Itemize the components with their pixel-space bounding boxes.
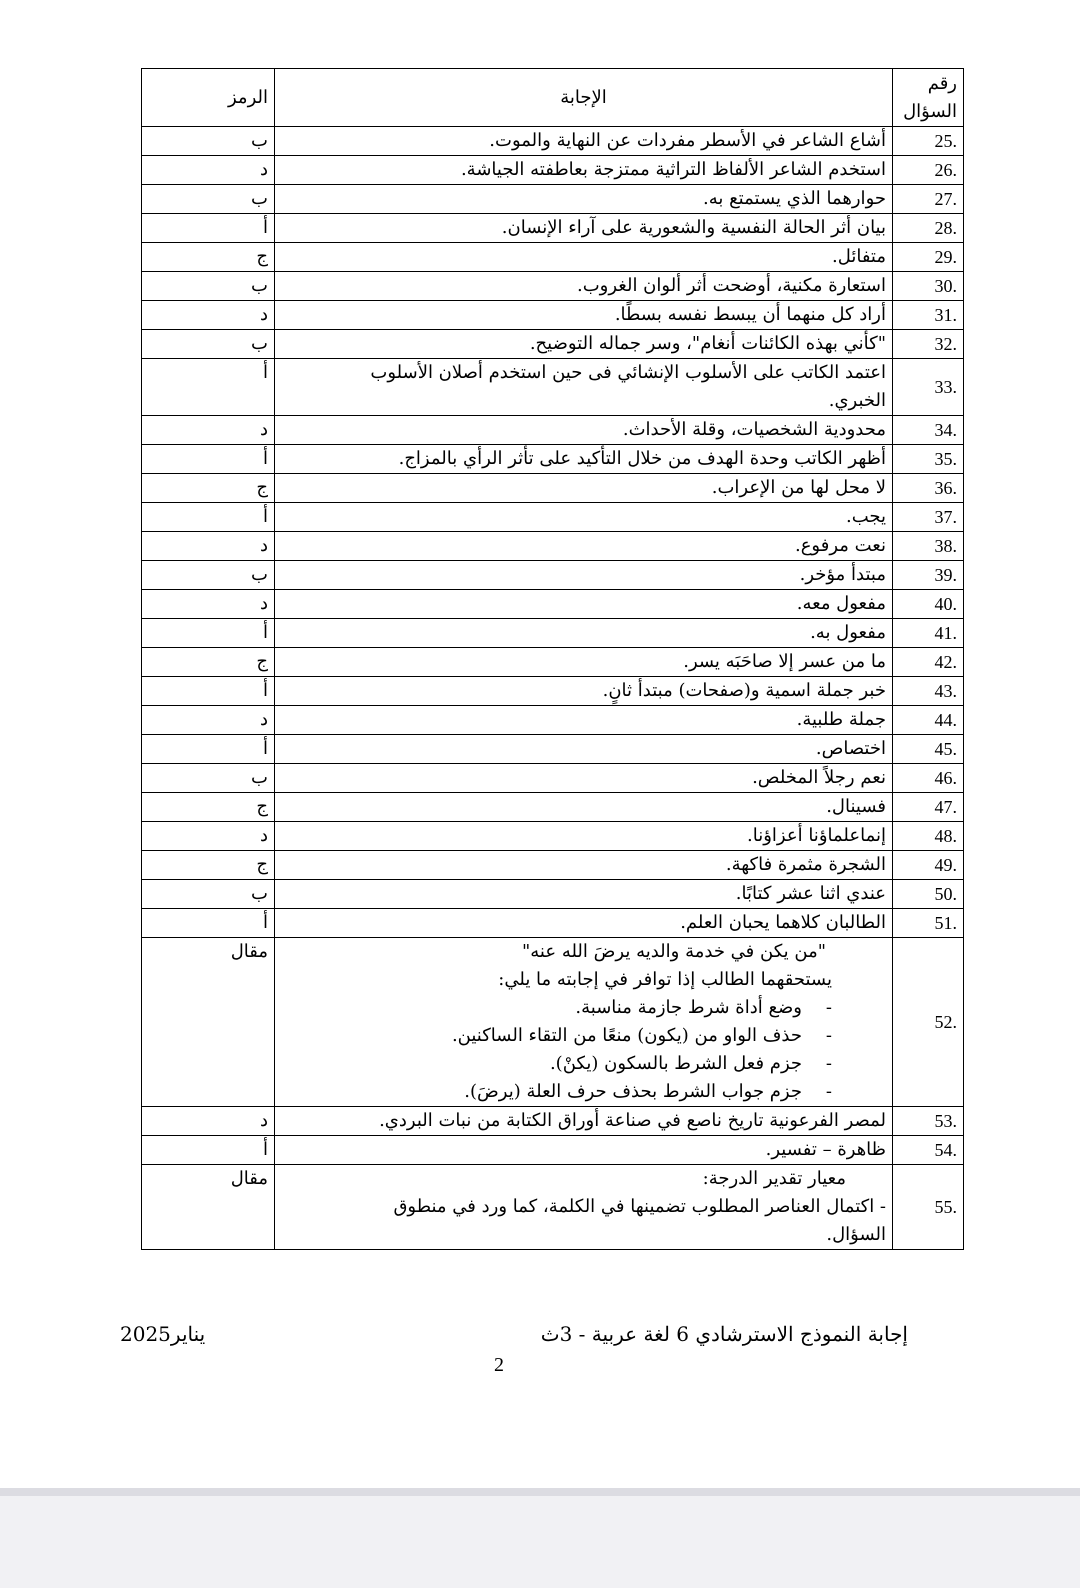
answers-table [141,68,964,1250]
question-number: 37. [893,503,964,532]
table-row [142,301,964,330]
table-row [142,619,964,648]
footer-title: إجابة النموذج الاسترشادي 6 لغة عربية - 3ث [540,1322,908,1346]
question-number: 41. [893,619,964,648]
answer-line: معيار تقدير الدرجة: [702,1168,846,1189]
answer-cell [275,301,893,330]
answer-line: مبتدأ مؤخر. [799,564,886,585]
answer-cell [275,243,893,272]
answer-symbol: ب [142,185,275,214]
answer-symbol: مقال [142,1165,275,1250]
table-row [142,416,964,445]
table-row [142,127,964,156]
table-body [142,127,964,1250]
header-question-number: رقم السؤال [893,69,964,127]
question-number: 39. [893,561,964,590]
question-number: 49. [893,851,964,880]
answer-symbol: أ [142,1136,275,1165]
criteria-bullet: - جزم فعل الشرط بالسكون (يكنْ). [549,1053,832,1074]
table-row [142,243,964,272]
question-number: 48. [893,822,964,851]
table-row [142,938,964,1107]
answer-cell [275,1165,893,1250]
table-row [142,532,964,561]
table-row [142,474,964,503]
question-number: 46. [893,764,964,793]
table-row [142,793,964,822]
answer-cell [275,272,893,301]
answer-cell [275,330,893,359]
footer-date: يناير2025 [120,1322,206,1346]
answer-intro: يستحقهما الطالب إذا توافر في إجابته ما يلي: [498,969,832,990]
answer-cell [275,851,893,880]
answer-symbol: أ [142,735,275,764]
answer-cell [275,503,893,532]
answer-line: أشاع الشاعر في الأسطر مفردات عن النهاية والموت. [489,130,886,151]
table-row [142,1165,964,1250]
answer-cell [275,445,893,474]
answer-symbol: ج [142,243,275,272]
question-number: 43. [893,677,964,706]
answer-symbol: أ [142,359,275,416]
table-row [142,880,964,909]
answer-line: مفعول معه. [796,593,886,614]
answer-line: السؤال. [826,1224,886,1245]
question-number: 55. [893,1165,964,1250]
question-number: 45. [893,735,964,764]
table-row [142,909,964,938]
answer-symbol: ج [142,648,275,677]
header-symbol: الرمز [142,69,275,127]
answer-symbol: د [142,1107,275,1136]
header-answer: الإجابة [275,69,893,127]
table-row [142,156,964,185]
answer-cell [275,822,893,851]
answer-line: لا محل لها من الإعراب. [711,477,886,498]
table-row [142,1136,964,1165]
answer-line: فسينال. [826,796,886,817]
answer-symbol: د [142,416,275,445]
answer-cell [275,909,893,938]
table-row [142,185,964,214]
question-number: 40. [893,590,964,619]
answer-cell [275,938,893,1107]
question-number: 35. [893,445,964,474]
table-header-row [142,69,964,127]
answer-line: الطالبان كلاهما يحبان العلم. [680,912,886,933]
answer-cell: ظاهرة – تفسير. [275,1136,893,1165]
answer-line: محدودية الشخصيات، وقلة الأحداث. [622,419,886,440]
answer-symbol: د [142,822,275,851]
question-number: 52. [893,938,964,1107]
question-number: 53. [893,1107,964,1136]
answer-symbol: أ [142,909,275,938]
question-number: 42. [893,648,964,677]
answer-line: الخبري. [828,390,886,411]
answer-symbol: أ [142,445,275,474]
answer-line: متفائل. [831,246,886,267]
answer-symbol: ب [142,880,275,909]
answer-cell [275,619,893,648]
answer-line: خبر جملة اسمية و(صفحات) مبتدأ ثانٍ. [602,680,886,701]
viewer-background [0,1488,1080,1588]
answer-line: إنماعلماؤنا أعزاؤنا. [747,825,886,846]
answer-line: الشجرة مثمرة فاكهة. [725,854,886,875]
question-number: 50. [893,880,964,909]
table-row [142,648,964,677]
answer-line: أظهر الكاتب وحدة الهدف من خلال التأكيد على تأثر الرأي بالمزاج. [398,448,886,469]
answer-line: استخدم الشاعر الألفاظ التراثية ممتزجة بعاطفته الجياشة. [460,159,886,180]
question-number: 51. [893,909,964,938]
answer-cell [275,474,893,503]
answer-line: - اكتمال العناصر المطلوب تضمينها في الكلمة، كما ورد في منطوق [393,1196,886,1217]
answer-cell [275,127,893,156]
question-number: 47. [893,793,964,822]
table-row [142,214,964,243]
answer-cell [275,416,893,445]
answer-cell [275,532,893,561]
criteria-bullet: - جزم جواب الشرط بحذف حرف العلة (يرضَ). [464,1081,832,1102]
answer-symbol: أ [142,677,275,706]
table-row [142,764,964,793]
answer-cell [275,764,893,793]
answer-symbol: ج [142,793,275,822]
answer-cell: لمصر الفرعونية تاريخ ناصع في صناعة أوراق الكتابة من نبات البردي. [275,1107,893,1136]
table-row [142,677,964,706]
answer-symbol: أ [142,503,275,532]
answer-cell [275,648,893,677]
answer-symbol: ب [142,561,275,590]
answer-quote: "من يكن في خدمة والديه يرضَ الله عنه" [522,941,826,962]
answer-symbol: د [142,301,275,330]
table-row [142,822,964,851]
question-number: 33. [893,359,964,416]
answer-line: نعت مرفوع. [794,535,886,556]
question-number: 28. [893,214,964,243]
answer-cell [275,359,893,416]
answer-line: جملة طلبية. [796,709,886,730]
answer-symbol: مقال [142,938,275,1107]
answer-line: نعم رجلاً المخلص. [752,767,886,788]
question-number: 27. [893,185,964,214]
answer-symbol: ب [142,764,275,793]
answer-line: أراد كل منهما أن يبسط نفسه بسطًا. [614,304,886,325]
answer-cell [275,677,893,706]
answer-line: يجب. [845,506,886,527]
table-row [142,851,964,880]
answer-symbol: ب [142,330,275,359]
page-number: 2 [494,1354,504,1376]
table-row [142,330,964,359]
answer-symbol: أ [142,214,275,243]
answer-symbol: د [142,156,275,185]
answer-symbol: ج [142,851,275,880]
answer-line: اختصاص. [815,738,886,759]
answer-cell [275,880,893,909]
answer-cell [275,156,893,185]
question-number: 54. [893,1136,964,1165]
answer-symbol: أ [142,619,275,648]
answer-line: "كأني بهذه الكائنات أنغام"، وسر جماله التوضيح. [529,333,886,354]
answer-cell [275,706,893,735]
answer-symbol: د [142,532,275,561]
answer-cell [275,561,893,590]
answer-line: بيان أثر الحالة النفسية والشعورية على آراء الإنسان. [501,217,886,238]
answer-cell [275,793,893,822]
question-number: 36. [893,474,964,503]
answer-cell [275,735,893,764]
answer-cell [275,185,893,214]
answer-line: ما من عسر إلا صاحَبَه يسر. [683,651,886,672]
criteria-bullet: - حذف الواو من (يكون) منعًا من التقاء الساكنين. [451,1025,832,1046]
question-number: 38. [893,532,964,561]
answer-symbol: ب [142,272,275,301]
table-row [142,735,964,764]
question-number: 26. [893,156,964,185]
table-row [142,272,964,301]
answer-line: استعارة مكنية، أوضحت أثر ألوان الغروب. [577,275,886,296]
question-number: 44. [893,706,964,735]
answer-line: حوارهما الذي يستمتع به. [703,188,886,209]
table-row [142,590,964,619]
question-number: 29. [893,243,964,272]
answer-cell [275,214,893,243]
question-number: 25. [893,127,964,156]
answer-symbol: د [142,706,275,735]
question-number: 32. [893,330,964,359]
table-row [142,561,964,590]
table-row [142,503,964,532]
answer-symbol: د [142,590,275,619]
table-row [142,445,964,474]
answer-symbol: ج [142,474,275,503]
table-row [142,1107,964,1136]
question-number: 30. [893,272,964,301]
question-number: 31. [893,301,964,330]
table-row [142,359,964,416]
answer-line: اعتمد الكاتب على الأسلوب الإنشائي فى حين استخدم أصلان الأسلوب [370,362,886,383]
question-number: 34. [893,416,964,445]
answer-line: مفعول به. [810,622,886,643]
answer-line: عندي اثنا عشر كتابًا. [735,883,886,904]
table-row [142,706,964,735]
criteria-bullet: - وضع أداة شرط جازمة مناسبة. [575,997,832,1018]
answer-cell [275,590,893,619]
answer-symbol: ب [142,127,275,156]
